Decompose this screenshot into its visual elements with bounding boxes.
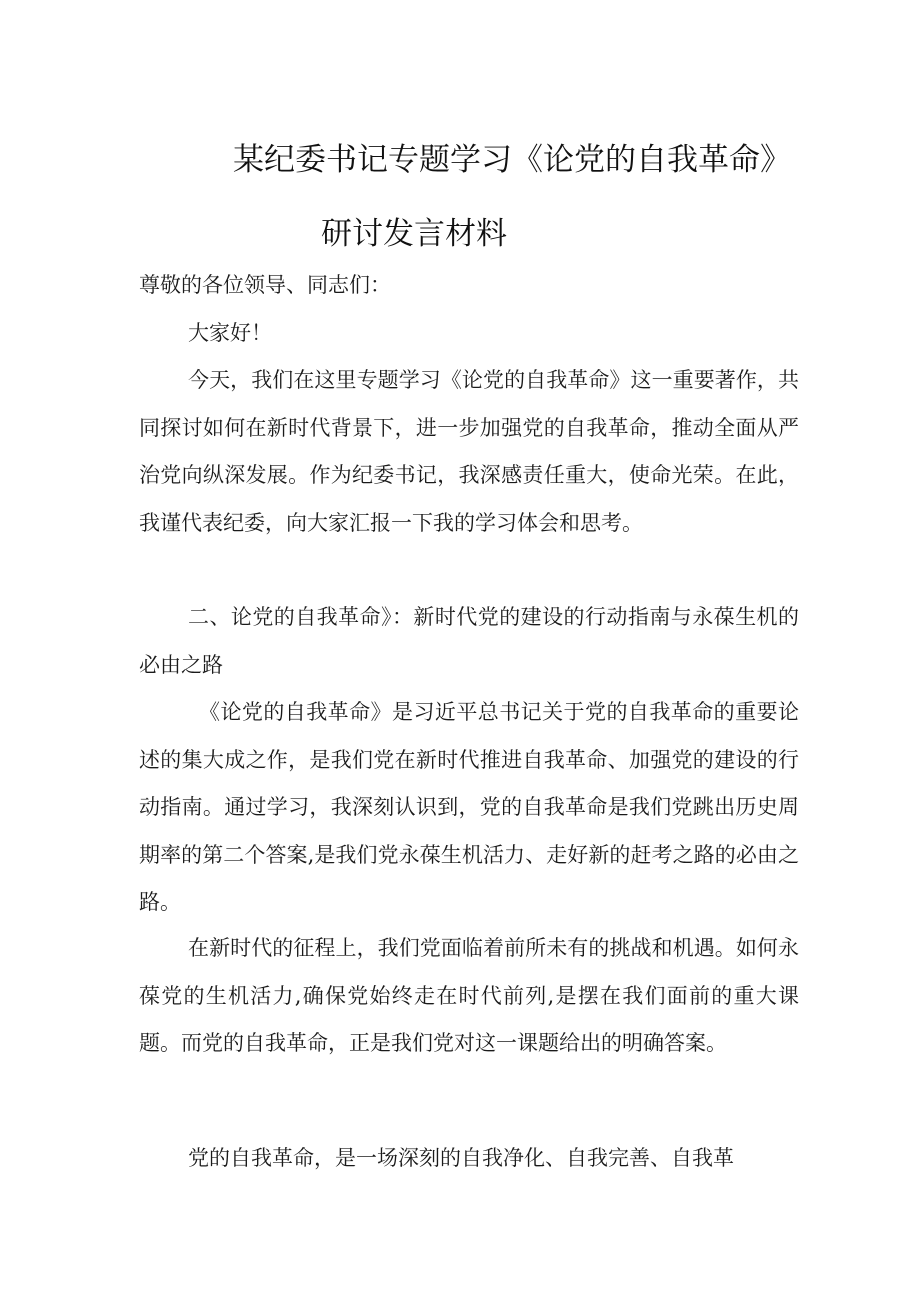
paragraph-self-revolution: 党的自我革命，是一场深刻的自我净化、自我完善、自我革 bbox=[188, 1146, 734, 1170]
paragraph-intro: 今天，我们在这里专题学习《论党的自我革命》这一重要著作，共同探讨如何在新时代背景下，进一步加强党的自我革命，推动全面从严治党向纵深发展。作为纪委书记，我深感责任重大，使命光荣。在此，我谨代表纪委，向大家汇报一下我的学习体会和思考。 bbox=[139, 368, 799, 535]
paragraph-new-era: 在新时代的征程上，我们党面临着前所未有的挑战和机遇。如何永葆党的生机活力,确保党始终走在时代前列,是摆在我们面前的重大课题。而党的自我革命，正是我们党对这一课题给出的明确答案。 bbox=[139, 936, 799, 1055]
section-heading: 二、论党的自我革命》：新时代党的建设的行动指南与永葆生机的必由之路 bbox=[139, 605, 799, 677]
document-title-line-1: 某纪委书记专题学习《论党的自我革命》 bbox=[233, 142, 791, 178]
paragraph-book-overview: 《论党的自我革命》是习近平总书记关于党的自我革命的重要论述的集大成之作，是我们党在新时代推进自我革命、加强党的建设的行动指南。通过学习，我深刻认识到，党的自我革命是我们党跳出历史周期率的第二个答案,是我们党永葆生机活力、走好新的赶考之路的必由之路。 bbox=[139, 700, 799, 914]
document-title-line-2: 研讨发言材料 bbox=[321, 216, 507, 252]
greeting: 大家好！ bbox=[188, 321, 272, 345]
salutation: 尊敬的各位领导、同志们： bbox=[139, 273, 391, 297]
